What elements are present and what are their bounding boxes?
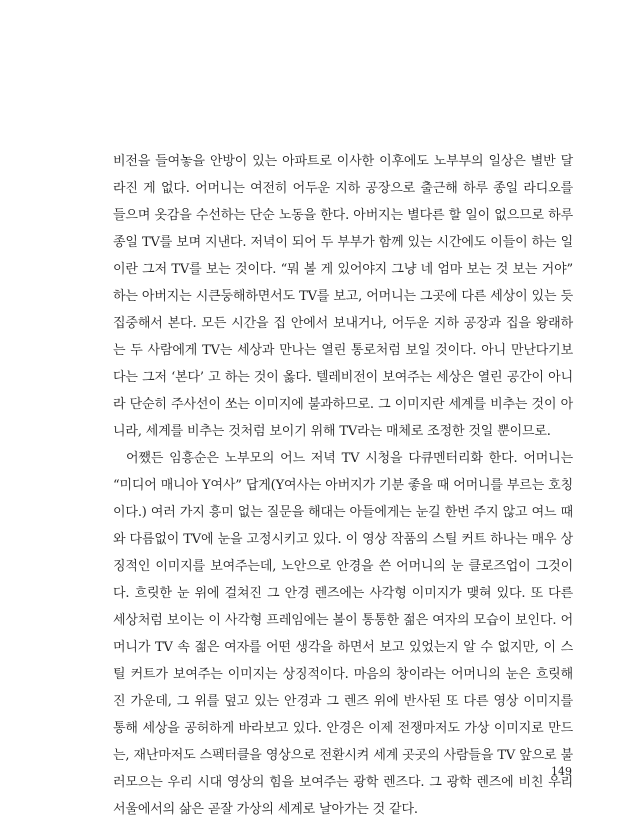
body-text (113, 148, 573, 823)
page-number: 149 (551, 765, 572, 778)
paragraph-1: 비전을 들여놓을 안방이 있는 아파트로 이사한 이후에도 노부부의 일상은 별반 달라진 게 없다. 어머니는 여전히 어두운 지하 공장으로 출근해 하루 종일 라디오를 들으며 옷감을 수선하는 단순 노동을 한다. 아버지는 별다른 할 일이 없으므로 하루 종일 TV를 보며 지낸다. 저녁이 되어 두 부부가 함께 있는 시간에도 이들이 하는 일이란 그저 TV를 보는 것이다. “뭐 볼 게 있어야지 그냥 네 엄마 보는 것 보는 거야” 하는 아버지는 시큰둥해하면서도 TV를 보고, 어머니는 그곳에 다른 세상이 있는 듯 집중해서 본다. 모든 시간을 집 안에서 보내거나, 어두운 지하 공장과 집을 왕래하는 두 사람에게 TV는 세상과 만나는 열린 통로처럼 보일 것이다. 아니 만난다기보다는 그저 ‘본다’ 고 하는 것이 옳다. 텔레비전이 보여주는 세상은 열린 공간이 아니라 단순히 주사선이 쏘는 이미지에 불과하므로. 그 이미지란 세계를 비추는 것이 아니라, 세계를 비추는 것처럼 보이기 위해 TV라는 매체로 조정한 것일 뿐이므로. (113, 154, 573, 439)
paragraph-2: 어쨌든 임흥순은 노부모의 어느 저녁 TV 시청을 다큐멘터리화 한다. 어머니는 “미디어 매니아 Y여사” 답게(Y여사는 아버지가 기분 좋을 때 어머니를 부르는 호칭이다.) 여러 가지 흥미 없는 질문을 해대는 아들에게는 눈길 한번 주지 않고 여느 때와 다름없이 TV에 눈을 고정시키고 있다. 이 영상 작품의 스틸 커트 하나는 매우 상징적인 이미지를 보여주는데, 노안으로 안경을 쓴 어머니의 눈 클로즈업이 그것이다. 흐릿한 눈 위에 걸쳐진 그 안경 렌즈에는 사각형 이미지가 맺혀 있다. 또 다른 세상처럼 보이는 이 사각형 프레임에는 볼이 통통한 젊은 여자의 모습이 보인다. 어머니가 TV 속 젊은 여자를 어떤 생각을 하면서 보고 있었는지 알 수 없지만, 이 스틸 커트가 보여주는 이미지는 상징적이다. 마음의 창이라는 어머니의 눈은 흐릿해진 가운데, 그 위를 덮고 있는 안경과 그 렌즈 위에 반사된 또 다른 영상 이미지를 통해 세상을 공허하게 바라보고 있다. 안경은 이제 전쟁마저도 가상 이미지로 만드는, 재난마저도 스펙터클을 영상으로 전환시켜 세계 곳곳의 사람들을 TV 앞으로 불러모으는 우리 시대 영상의 힘을 보여주는 광학 렌즈다. 그 광학 렌즈에 비친 우리 서울에서의 삶은 곧잘 가상의 세계로 날아가는 것 같다. (113, 451, 573, 817)
